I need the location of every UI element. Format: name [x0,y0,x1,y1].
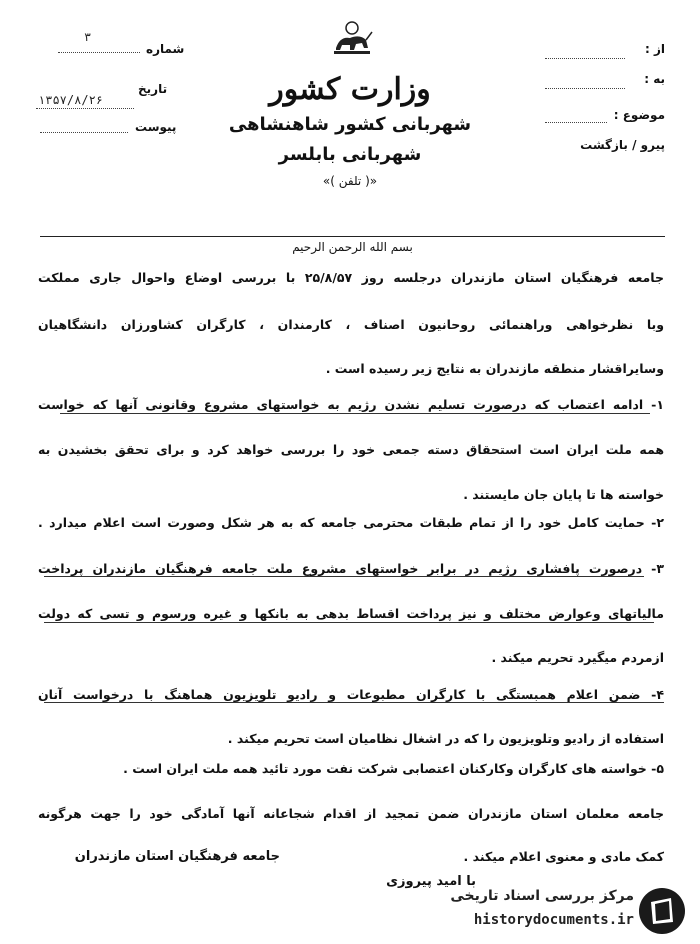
from-label: از : [645,42,665,56]
to-label: به : [644,72,665,86]
strike-rule [44,702,664,703]
body-line: مالیاتهای وعوارض مختلف و نیز پرداخت اقساط بدهی به بانکها و غیره ورسوم و تسی که دولت [38,606,664,621]
strike-rule [60,413,650,414]
date-label: تاریخ [138,82,168,96]
body-line: ۵- خواسته های کارگران وکارکنان اعتصابی شرکت نفت مورد تائید همه ملت ایران است . [123,761,664,776]
signature-note: با امید پیروزی [386,874,476,889]
to-dotline [545,88,625,89]
bismillah: بسم الله الرحمن الرحیم [292,240,413,254]
lion-and-sun-emblem-icon [330,18,374,56]
body-line: وسایراقشار منطقه مازندران به نتایج زیر رسیده است . [325,361,664,376]
watermark-url: historydocuments.ir [473,912,634,928]
header-rule [40,236,665,237]
ministry-title: وزارت کشور [269,72,431,107]
phone-field: «( تلفن )» [322,174,378,188]
body-line: خواسته ها تا پایان جان مایستند . [463,487,664,502]
police-title: شهربانی کشور شاهنشاهی [228,114,472,135]
body-line: همه ملت ایران است استحقاق دسته جمعی خود را بررسی خواهد کرد و برای تحقق بخشیدن به [38,442,664,457]
body-line: ۱- ادامه اعتصاب که درصورت تسلیم نشدن رژیم به خواستهای مشروع وقانونی آنها که خواست [38,397,664,412]
archive-logo-icon [637,886,687,936]
number-value: ۳ [84,30,92,44]
body-line: ۲- حمایت کامل خود را از تمام طبقات محترمی جامعه که به هر شکل وصورت است اعلام میدارد . [38,515,664,530]
subject-label: موضوع : [613,108,665,122]
body-line: ازمردم میگیرد تحریم میکند . [491,650,664,665]
attachment-label: پیوست [135,120,177,134]
body-line: جامعه فرهنگیان استان مازندران درجلسه روز ۲۵/۸/۵۷ با بررسی اوضاع واحوال جاری مملکت [38,270,664,285]
body-line: ۳- درصورت پافشاری رژیم در برابر خواستهای مشروع ملت جامعه فرهنگیان مازندران پرداخت [38,561,664,576]
signature-org: جامعه فرهنگیان استان مازندران [74,849,280,864]
number-label: شماره [146,42,185,56]
date-value: ۱۳۵۷/۸/۲۶ [38,93,104,107]
body-line: ۴- ضمن اعلام همبستگی با کارگران مطبوعات و رادیو تلویزیون هماهنگ با درخواست آنان [38,687,664,702]
date-dotline [36,108,134,109]
body-line: جامعه معلمان استان مازندران ضمن تمجید از اقدام شجاعانه آنها آمادگی خود را جهت هرگونه [38,806,664,821]
number-dotline [58,52,140,53]
body-line: استفاده از رادیو وتلویزیون را که در اشغال نظامیان است تحریم میکند . [227,731,664,746]
reference-label: پیرو / بازگشت [580,138,665,152]
attachment-dotline [40,132,128,133]
from-dotline [545,58,625,59]
strike-rule [44,622,654,623]
branch-title: شهربانی بابلسر [278,144,422,165]
subject-dotline [545,122,607,123]
body-line: وبا نظرخواهی وراهنمائی روحانیون اصناف ، کارمندان ، کارگران کشاورزان دانشگاهیان [38,317,664,332]
strike-rule [44,576,644,577]
watermark-title: مرکز بررسی اسناد تاریخی [450,888,634,904]
body-line-last: کمک مادی و معنوی اعلام میکند . [463,849,664,864]
